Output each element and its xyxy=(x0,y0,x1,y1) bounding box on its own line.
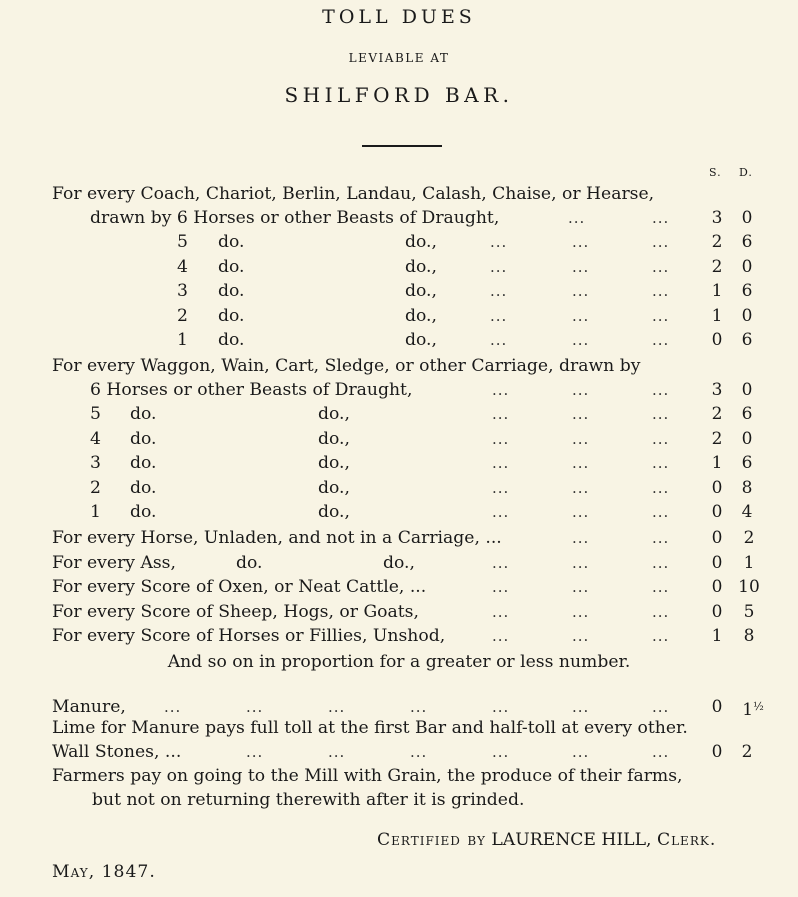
place-title: SHILFORD BAR. xyxy=(284,83,514,107)
leader-dots: ... xyxy=(572,307,590,325)
leader-dots: ... xyxy=(328,743,346,761)
farmers-note-line2: but not on returning therewith after it is grinded. xyxy=(92,790,525,810)
row-ditto: do., xyxy=(405,257,437,277)
row-pence: 5 xyxy=(743,602,755,622)
leader-dots: ... xyxy=(652,405,670,423)
animal-row-text: For every Horse, Unladen, and not in a Carriage, ... xyxy=(52,528,502,548)
leader-dots: ... xyxy=(652,454,670,472)
row-ditto: do., xyxy=(318,478,350,498)
leader-dots: ... xyxy=(572,627,590,645)
leader-dots: ... xyxy=(652,209,670,227)
row-ditto: do. xyxy=(218,306,245,326)
row-pence: 6 xyxy=(741,453,753,473)
row-count: 1 xyxy=(90,502,101,522)
wall-stones-shillings: 0 xyxy=(711,742,723,762)
row-pence: 6 xyxy=(741,404,753,424)
leader-dots: ... xyxy=(572,430,590,448)
row-pence: 6 xyxy=(741,232,753,252)
row-shillings: 0 xyxy=(711,478,723,498)
row-shillings: 0 xyxy=(711,577,723,597)
waggon-first-shillings: 3 xyxy=(711,380,723,400)
leader-dots: ... xyxy=(492,578,510,596)
waggon-intro: For every Waggon, Wain, Cart, Sledge, or other Carriage, drawn by xyxy=(52,356,641,376)
page-title: TOLL DUES xyxy=(322,6,476,28)
leader-dots: ... xyxy=(492,479,510,497)
animal-row-text: For every Ass, xyxy=(52,553,176,573)
leader-dots: ... xyxy=(492,627,510,645)
leader-dots: ... xyxy=(652,529,670,547)
row-count: 2 xyxy=(90,478,101,498)
animal-row-text: For every Score of Oxen, or Neat Cattle, ... xyxy=(52,577,427,597)
leader-dots: ... xyxy=(652,578,670,596)
row-shillings: 1 xyxy=(711,306,723,326)
leader-dots: ... xyxy=(328,698,346,716)
leader-dots: ... xyxy=(572,698,590,716)
row-ditto: do., xyxy=(383,553,415,573)
row-count: 4 xyxy=(177,257,188,277)
leader-dots: ... xyxy=(492,454,510,472)
leader-dots: ... xyxy=(572,282,590,300)
certification xyxy=(377,828,716,852)
row-ditto: do. xyxy=(130,429,157,449)
row-shillings: 0 xyxy=(711,502,723,522)
row-count: 1 xyxy=(177,330,188,350)
leader-dots: ... xyxy=(652,554,670,572)
row-ditto: do., xyxy=(318,429,350,449)
leader-dots: ... xyxy=(572,479,590,497)
row-pence: 8 xyxy=(741,478,753,498)
leader-dots: ... xyxy=(572,258,590,276)
row-ditto: do., xyxy=(405,281,437,301)
leader-dots: ... xyxy=(652,627,670,645)
wall-stones-pence: 2 xyxy=(741,742,753,762)
leader-dots: ... xyxy=(492,554,510,572)
row-ditto: do. xyxy=(236,553,263,573)
date: May, 1847. xyxy=(52,862,156,882)
manure-shillings: 0 xyxy=(711,697,723,717)
leader-dots: ... xyxy=(410,698,428,716)
row-ditto: do. xyxy=(130,453,157,473)
row-pence: 1 xyxy=(743,553,755,573)
leader-dots: ... xyxy=(490,233,508,251)
row-shillings: 0 xyxy=(711,553,723,573)
row-shillings: 1 xyxy=(711,281,723,301)
leader-dots: ... xyxy=(652,743,670,761)
row-shillings: 2 xyxy=(711,404,723,424)
leader-dots: ... xyxy=(572,578,590,596)
row-count: 5 xyxy=(177,232,188,252)
leader-dots: ... xyxy=(572,233,590,251)
leader-dots: ... xyxy=(652,258,670,276)
row-pence: 4 xyxy=(741,502,753,522)
page-subtitle: LEVIABLE AT xyxy=(348,51,450,65)
leader-dots: ... xyxy=(492,503,510,521)
row-shillings: 2 xyxy=(711,257,723,277)
row-shillings: 0 xyxy=(711,602,723,622)
leader-dots: ... xyxy=(246,698,264,716)
manure-pence-fraction: ½ xyxy=(753,700,764,713)
row-pence: 0 xyxy=(741,257,753,277)
title-divider xyxy=(362,145,442,147)
leader-dots: ... xyxy=(490,307,508,325)
clerk-name: LAURENCE HILL, xyxy=(491,830,652,850)
row-shillings: 1 xyxy=(711,453,723,473)
leader-dots: ... xyxy=(164,698,182,716)
leader-dots: ... xyxy=(652,698,670,716)
leader-dots: ... xyxy=(410,743,428,761)
row-pence: 0 xyxy=(741,306,753,326)
row-ditto: do. xyxy=(218,281,245,301)
coach-first-pence: 0 xyxy=(741,208,753,228)
row-ditto: do. xyxy=(130,404,157,424)
leader-dots: ... xyxy=(652,503,670,521)
shillings-column-header: S. xyxy=(709,166,722,179)
leader-dots: ... xyxy=(490,331,508,349)
row-ditto: do. xyxy=(218,257,245,277)
row-pence: 2 xyxy=(743,528,755,548)
manure-label: Manure, xyxy=(52,697,126,717)
row-pence: 6 xyxy=(741,281,753,301)
leader-dots: ... xyxy=(568,209,586,227)
row-shillings: 2 xyxy=(711,429,723,449)
leader-dots: ... xyxy=(652,479,670,497)
row-ditto: do., xyxy=(318,404,350,424)
leader-dots: ... xyxy=(572,381,590,399)
farmers-note-line1: Farmers pay on going to the Mill with Grain, the produce of their farms, xyxy=(52,766,683,786)
row-count: 3 xyxy=(177,281,188,301)
leader-dots: ... xyxy=(492,743,510,761)
coach-first-row-text: drawn by 6 Horses or other Beasts of Draught, xyxy=(90,208,500,228)
row-ditto: do. xyxy=(130,502,157,522)
leader-dots: ... xyxy=(572,331,590,349)
leader-dots: ... xyxy=(652,307,670,325)
clerk-title: Clerk. xyxy=(656,830,717,850)
leader-dots: ... xyxy=(492,430,510,448)
pence-column-header: D. xyxy=(739,166,753,179)
waggon-first-row-text: 6 Horses or other Beasts of Draught, xyxy=(90,380,413,400)
animal-row-text: For every Score of Horses or Fillies, Unshod, xyxy=(52,626,446,646)
wall-stones-label: Wall Stones, ... xyxy=(52,742,182,762)
leader-dots: ... xyxy=(572,603,590,621)
row-count: 3 xyxy=(90,453,101,473)
row-shillings: 2 xyxy=(711,232,723,252)
lime-note: Lime for Manure pays full toll at the first Bar and half-toll at every other. xyxy=(52,718,688,738)
leader-dots: ... xyxy=(572,554,590,572)
row-ditto: do. xyxy=(218,232,245,252)
leader-dots: ... xyxy=(492,603,510,621)
row-ditto: do., xyxy=(405,306,437,326)
leader-dots: ... xyxy=(572,405,590,423)
row-pence: 8 xyxy=(743,626,755,646)
leader-dots: ... xyxy=(490,282,508,300)
leader-dots: ... xyxy=(652,381,670,399)
row-pence: 10 xyxy=(738,577,760,597)
row-ditto: do., xyxy=(405,330,437,350)
row-shillings: 0 xyxy=(711,330,723,350)
leader-dots: ... xyxy=(652,430,670,448)
animal-row-text: For every Score of Sheep, Hogs, or Goats, xyxy=(52,602,419,622)
leader-dots: ... xyxy=(652,233,670,251)
row-ditto: do., xyxy=(318,502,350,522)
leader-dots: ... xyxy=(572,454,590,472)
leader-dots: ... xyxy=(492,381,510,399)
row-ditto: do. xyxy=(130,478,157,498)
certified-by-text: Certified by xyxy=(377,830,486,850)
leader-dots: ... xyxy=(572,529,590,547)
proportion-note: And so on in proportion for a greater or less number. xyxy=(167,652,631,672)
row-ditto: do., xyxy=(318,453,350,473)
leader-dots: ... xyxy=(246,743,264,761)
leader-dots: ... xyxy=(572,503,590,521)
coach-intro: For every Coach, Chariot, Berlin, Landau, Calash, Chaise, or Hearse, xyxy=(52,184,655,204)
manure-pence-whole: 1 xyxy=(742,700,754,720)
leader-dots: ... xyxy=(492,405,510,423)
leader-dots: ... xyxy=(652,603,670,621)
leader-dots: ... xyxy=(490,258,508,276)
row-pence: 6 xyxy=(741,330,753,350)
row-ditto: do. xyxy=(218,330,245,350)
coach-first-shillings: 3 xyxy=(711,208,723,228)
leader-dots: ... xyxy=(572,743,590,761)
row-pence: 0 xyxy=(741,429,753,449)
row-count: 2 xyxy=(177,306,188,326)
row-ditto: do., xyxy=(405,232,437,252)
row-count: 5 xyxy=(90,404,101,424)
leader-dots: ... xyxy=(652,331,670,349)
row-shillings: 0 xyxy=(711,528,723,548)
row-count: 4 xyxy=(90,429,101,449)
leader-dots: ... xyxy=(652,282,670,300)
row-shillings: 1 xyxy=(711,626,723,646)
leader-dots: ... xyxy=(492,698,510,716)
waggon-first-pence: 0 xyxy=(741,380,753,400)
manure-pence xyxy=(738,695,768,719)
